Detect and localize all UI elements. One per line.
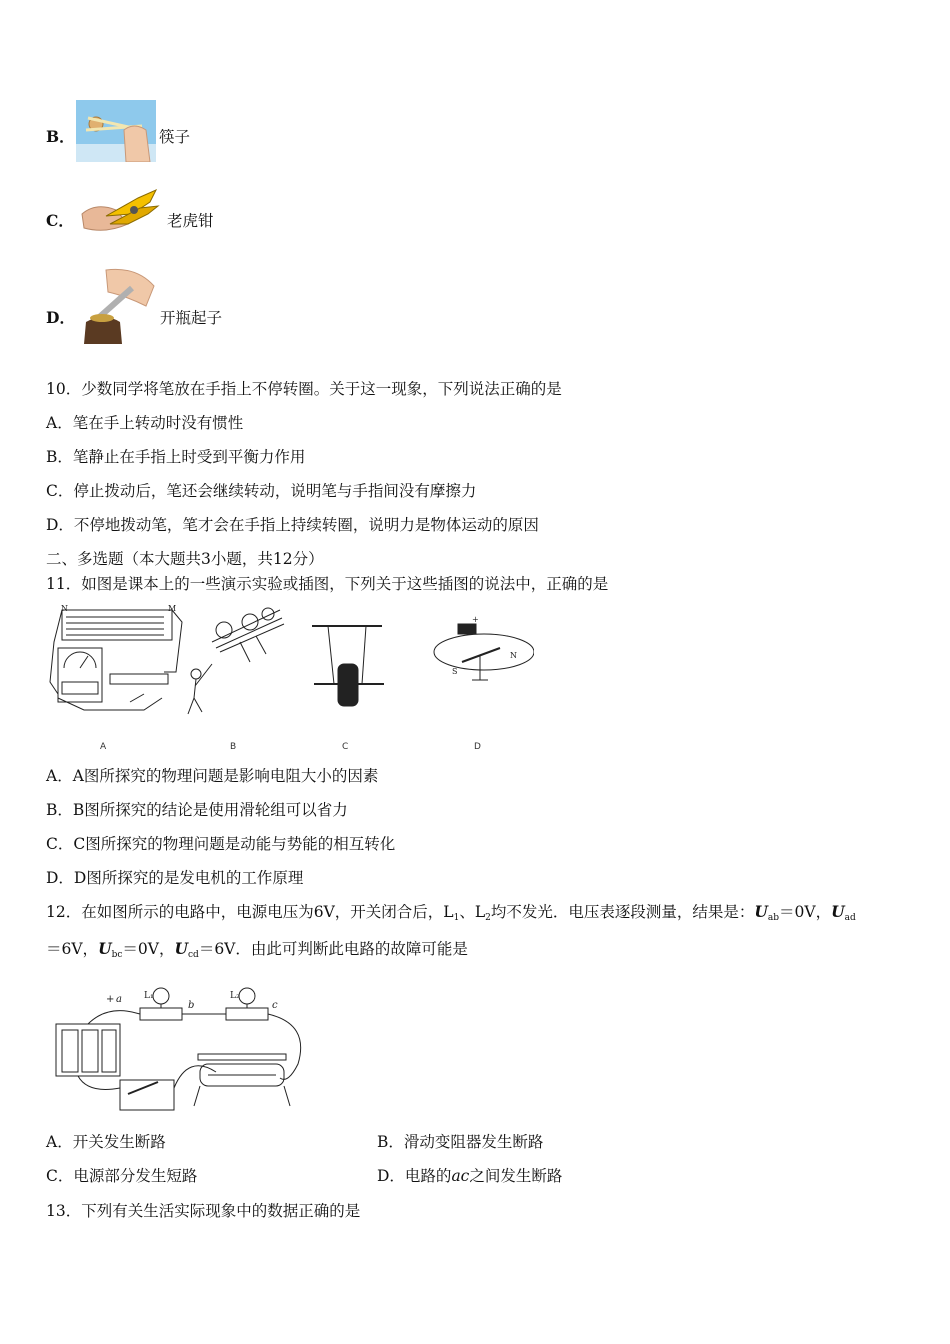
- q11-option-a: A．A图所探究的物理问题是影响电阻大小的因素: [46, 767, 379, 785]
- q12-option-a: A．开关发生断路: [46, 1133, 166, 1151]
- q9-option-b-text: 筷子: [159, 128, 191, 146]
- option-label: C．: [46, 211, 74, 230]
- voltage-symbol: U: [98, 939, 112, 958]
- q11-option-c: C．C图所探究的物理问题是动能与势能的相互转化: [46, 835, 396, 853]
- circuit-mark-c: c: [272, 1000, 278, 1011]
- q9-option-c-text: 老虎钳: [167, 212, 214, 230]
- q12-stem-part: ＝6V，: [46, 940, 99, 958]
- voltage-symbol: U: [831, 902, 845, 921]
- q12-stem-part: 、L: [459, 903, 486, 921]
- pliers-image: [76, 184, 164, 246]
- q12-option-d: [377, 1165, 562, 1187]
- q11-figure: [44, 602, 534, 754]
- subscript: bc: [111, 950, 123, 960]
- circuit-mark-plus: +: [106, 994, 115, 1005]
- bottle-opener-image: [76, 266, 158, 344]
- figure-a-mark-m: M: [168, 604, 177, 613]
- q12-stem-part: ＝0V，: [122, 940, 175, 958]
- figure-d-mark-plus: +: [472, 615, 479, 624]
- option-label: B．: [46, 127, 75, 146]
- figure-label-a: A: [100, 742, 107, 752]
- q11-stem: 11．如图是课本上的一些演示实验或插图，下列关于这些插图的说法中，正确的是: [46, 575, 609, 593]
- figure-b-pulley-demo: [188, 608, 284, 714]
- circuit-mark-l1: L₁: [144, 991, 154, 1001]
- circuit-mark-b: b: [188, 1000, 195, 1011]
- circuit-mark-l2: L₂: [230, 991, 240, 1001]
- figure-label-b: B: [230, 742, 237, 752]
- q10-option-b: B．笔静止在手指上时受到平衡力作用: [46, 448, 306, 466]
- subscript: ad: [844, 913, 856, 923]
- subscript: ab: [767, 913, 780, 923]
- figure-d-current-magnet: [434, 615, 534, 680]
- circuit-drawing: [48, 984, 308, 1116]
- q11-figure-drawing: [44, 602, 534, 754]
- q10-stem: 10．少数同学将笔放在手指上不停转圈。关于这一现象，下列说法正确的是: [46, 380, 562, 398]
- subscript: 2: [485, 913, 491, 923]
- q12-option-b: B．滑动变阻器发生断路: [377, 1133, 544, 1151]
- voltage-symbol: U: [174, 939, 188, 958]
- figure-label-c: C: [342, 742, 349, 752]
- q12-option-c: C．电源部分发生短路: [46, 1167, 198, 1185]
- figure-a-mark-n: N: [61, 604, 68, 613]
- option-text: 之间发生断路: [469, 1167, 563, 1185]
- section-heading: 二、多选题（本大题共3小题，共12分）: [46, 550, 324, 568]
- q13-stem: 13．下列有关生活实际现象中的数据正确的是: [46, 1202, 361, 1220]
- q11-option-d: D．D图所探究的是发电机的工作原理: [46, 869, 304, 887]
- q9-option-b: [46, 126, 75, 148]
- circuit-mark-a: a: [116, 994, 122, 1005]
- q12-stem-part: ＝6V．由此可判断此电路的故障可能是: [198, 940, 468, 958]
- q11-option-b: B．B图所探究的结论是使用滑轮组可以省力: [46, 801, 348, 819]
- figure-c-maxwell-wheel: [312, 626, 384, 706]
- voltage-symbol: U: [754, 902, 768, 921]
- chopsticks-image: [76, 100, 156, 162]
- subscript: cd: [188, 950, 199, 960]
- option-text: D．电路的: [377, 1167, 452, 1185]
- q12-stem-part: ＝0V，: [779, 903, 832, 921]
- q10-option-a: A．笔在手上转动时没有惯性: [46, 414, 244, 432]
- figure-a-resistance-board: [50, 604, 182, 710]
- figure-d-mark-n: N: [510, 651, 517, 660]
- option-label: D．: [46, 308, 75, 327]
- q12-circuit-figure: [48, 984, 308, 1116]
- q12-stem-line1: [46, 901, 856, 929]
- figure-label-d: D: [474, 742, 481, 752]
- q9-option-d: [46, 307, 75, 329]
- q10-option-d: D．不停地拨动笔，笔才会在手指上持续转圈，说明力是物体运动的原因: [46, 516, 539, 534]
- q9-option-d-text: 开瓶起子: [160, 309, 223, 327]
- q9-option-c: [46, 210, 74, 232]
- figure-d-mark-s: S: [452, 667, 458, 676]
- q12-stem-part: 均不发光．电压表逐段测量，结果是：: [490, 903, 755, 921]
- q12-stem-line2: [46, 938, 468, 966]
- subscript: 1: [453, 913, 460, 923]
- q10-option-c: C．停止拨动后，笔还会继续转动，说明笔与手指间没有摩擦力: [46, 482, 477, 500]
- q12-stem-part: 12．在如图所示的电路中，电源电压为6V，开关闭合后，L: [46, 903, 454, 921]
- segment-symbol: ac: [451, 1167, 470, 1185]
